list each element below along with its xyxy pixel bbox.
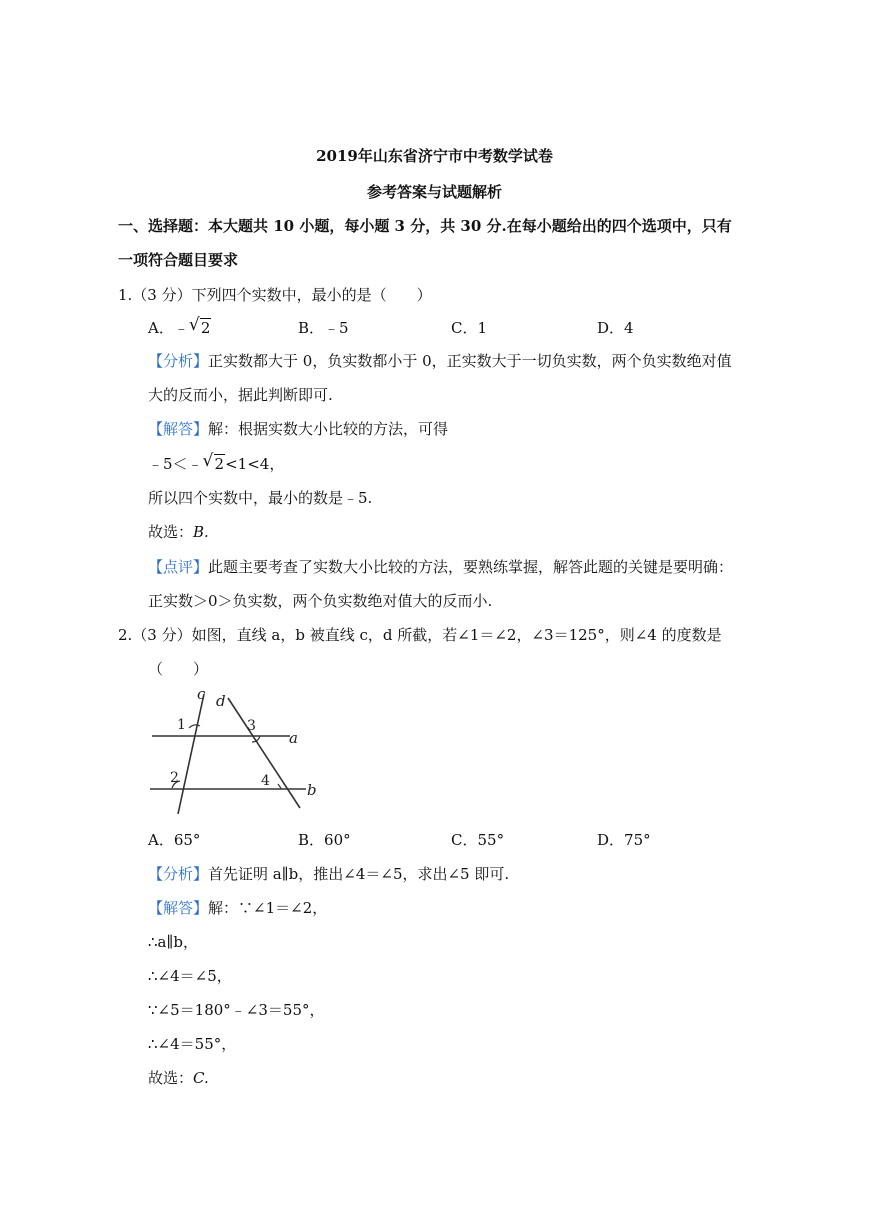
q2-solution-line5: ∴∠4＝55°， [148,1035,237,1053]
q2-solution-text: 解：∵∠1＝∠2， [208,899,328,917]
label-angle-3: 3 [247,718,256,734]
q2-analysis-line1 [148,864,509,884]
q1-option-b: B．﹣5 [298,319,349,337]
geometry-figure [148,684,328,819]
q2-solution-line4: ∵∠5＝180°﹣∠3＝55°， [148,1001,325,1019]
q1-choice-letter: B. [193,523,209,541]
line-d [228,698,300,808]
sqrt-symbol: √ 2 [188,315,211,337]
q2-stem-line2: （ ） [148,660,209,678]
page-title: 2019年山东省济宁市中考数学试卷 [316,147,553,165]
analysis-tag: 【分析】 [148,865,209,883]
label-angle-2: 2 [170,770,179,786]
label-b: b [307,781,317,799]
q2-option-a: A．65° [148,831,201,849]
q2-solution-line1 [148,898,327,918]
q1-option-d: D．4 [597,319,634,337]
section-heading-line2: 一项符合题目要求 [118,251,239,269]
q1-comment-line1 [148,557,733,577]
solution-tag: 【解答】 [148,420,209,438]
q1-option-a-prefix: A．﹣ [148,319,189,337]
q1-comment-text: 此题主要考查了实数大小比较的方法，要熟练掌握，解答此题的关键是要明确： [208,558,734,576]
q1-comment-line2: 正实数＞0＞负实数，两个负实数绝对值大的反而小. [148,592,493,610]
q1-analysis-text: 正实数都大于 0，负实数都小于 0，正实数大于一切负实数，两个负实数绝对值 [208,352,732,370]
line-c [178,694,204,814]
q1-choice [148,522,209,542]
q1-solution-line3: 所以四个实数中，最小的数是﹣5. [148,489,373,507]
label-angle-4: 4 [261,773,270,789]
comment-tag: 【点评】 [148,558,209,576]
q2-option-d: D．75° [597,831,651,849]
q2-option-b: B．60° [298,831,351,849]
q1-ineq-suffix: <1<4， [225,455,285,473]
label-angle-1: 1 [177,717,186,733]
analysis-tag: 【分析】 [148,352,209,370]
q1-analysis-line2: 大的反而小，据此判断即可. [148,386,333,404]
q1-ineq-prefix: ﹣5＜﹣ [148,455,203,473]
q1-ineq-radicand: 2 [214,455,225,473]
sqrt-symbol: √ 2 [202,451,225,473]
label-d: d [216,692,226,710]
q2-solution-line2: ∴a∥b， [148,933,199,951]
q1-choice-prefix: 故选： [148,523,194,541]
section-heading-line1: 一、选择题：本大题共 10 小题，每小题 3 分，共 30 分.在每小题给出的四个选项中，只有 [118,217,732,235]
q2-choice-letter: C. [193,1069,209,1087]
q2-choice-prefix: 故选： [148,1069,194,1087]
q1-option-c: C．1 [451,319,488,337]
q1-solution-line1 [148,419,448,439]
label-c: c [197,685,206,703]
q2-stem: 2.（3 分）如图，直线 a，b 被直线 c，d 所截，若∠1＝∠2，∠3＝125°，则∠4 的度数是 [118,626,722,644]
q2-analysis-text: 首先证明 a∥b，推出∠4＝∠5，求出∠5 即可. [208,865,510,883]
q1-inequality [148,451,285,474]
q1-analysis-line1 [148,351,732,371]
page-subtitle: 参考答案与试题解析 [366,183,502,201]
q1-option-a-radicand: 2 [200,319,211,337]
solution-tag: 【解答】 [148,899,209,917]
angle-1-arc [189,725,200,728]
q2-choice [148,1068,209,1088]
q1-option-a [148,315,211,338]
q1-stem: 1.（3 分）下列四个实数中，最小的是（ ） [118,286,432,304]
q2-option-c: C．55° [451,831,505,849]
q2-solution-line3: ∴∠4＝∠5， [148,967,232,985]
q1-solution-text: 解：根据实数大小比较的方法，可得 [208,420,449,438]
label-a: a [289,729,298,747]
